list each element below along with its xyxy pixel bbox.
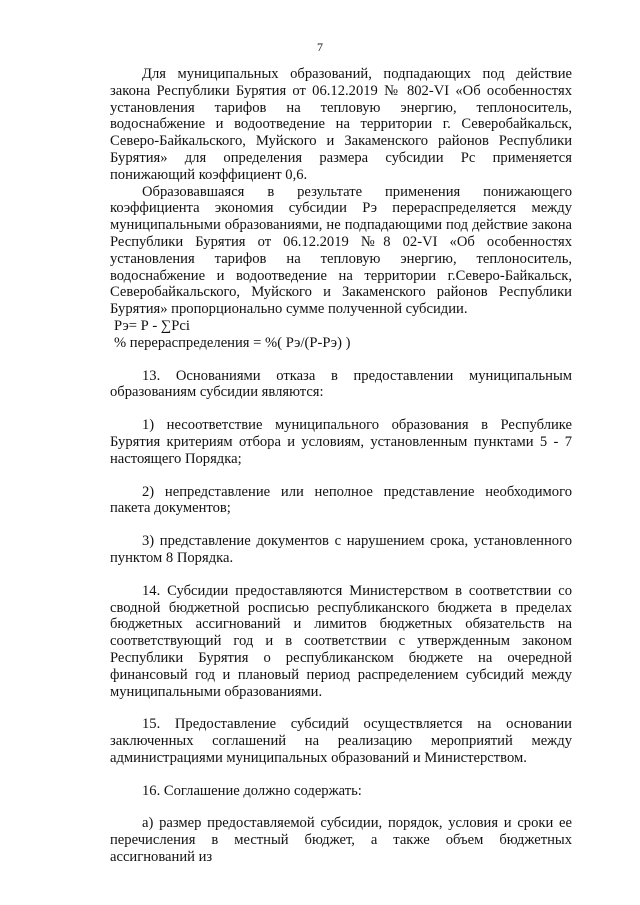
list-item-13-2: 2) непредставление или неполное представление необходимого пакета документов; (110, 483, 572, 517)
page-number: 7 (317, 40, 323, 54)
formula-economy: Рэ= Р - ∑Рсi (114, 317, 190, 334)
paragraph-14-provision: 14. Субсидии предоставляются Министерством в соответствии со сводной бюджетной росписью республиканского бюджета в пределах бюджетных ассигнований и лимитов бюджетных обязательств на соответствующий год и в соответствии с утвержденным законом Республики Бурятия о республиканском бюджете на очередной финансовый год и плановый период распределением субсидий между муниципальными образованиями. (110, 582, 572, 700)
list-item-13-1: 1) несоответствие муниципального образования в Республике Бурятия критериям отбора и условиям, установленным пунктами 5 - 7 настоящего Порядка; (110, 417, 572, 467)
paragraph-redistribution: Образовавшаяся в результате применения понижающего коэффициента экономия субсидии Рэ перераспределяется между муниципальными образованиями, не подпадающими под действие закона Республики Бурятия от 06.12.2019 №8 02-VI «Об особенностях установления тарифов на тепловую энергию, теплоноситель, водоснабжение и водоотведение на территории г.Северо-Байкальск, Северобайкальского, Муйского и Закаменского районов Республики Бурятия» пропорционально сумме полученной субсидии. (110, 183, 572, 318)
paragraph-13-refusal-grounds: 13. Основаниями отказа в предоставлении муниципальным образованиям субсидии являются: (110, 367, 572, 401)
paragraph-16-agreement-contents: 16. Соглашение должно содержать: (142, 782, 362, 799)
document-body (110, 66, 572, 866)
paragraph-reduction-coefficient: Для муниципальных образований, подпадающих под действие закона Республики Бурятия от 06.12.2019 № 802-VI «Об особенностях установления тарифов на тепловую энергию, теплоноситель, водоснабжение и водоотведение на территории г. Северобайкальск, Северо-Байкальского, Муйского и Закаменского районов Республики Бурятия» для определения размера субсидии Рс применяется понижающий коэффициент 0,6. (110, 66, 572, 183)
list-item-16-a: а) размер предоставляемой субсидии, порядок, условия и сроки ее перечисления в местный бюджет, а также объем бюджетных ассигнований из (110, 815, 572, 866)
formula-redistribution-percent: % перераспределения = %( Рэ/(Р-Рэ) ) (114, 334, 351, 351)
list-item-13-3: 3) представление документов с нарушением срока, установленного пунктом 8 Порядка. (110, 533, 572, 566)
paragraph-15-agreements: 15. Предоставление субсидий осуществляется на основании заключенных соглашений на реализацию мероприятий между администрациями муниципальных образований и Министерством. (110, 716, 572, 766)
